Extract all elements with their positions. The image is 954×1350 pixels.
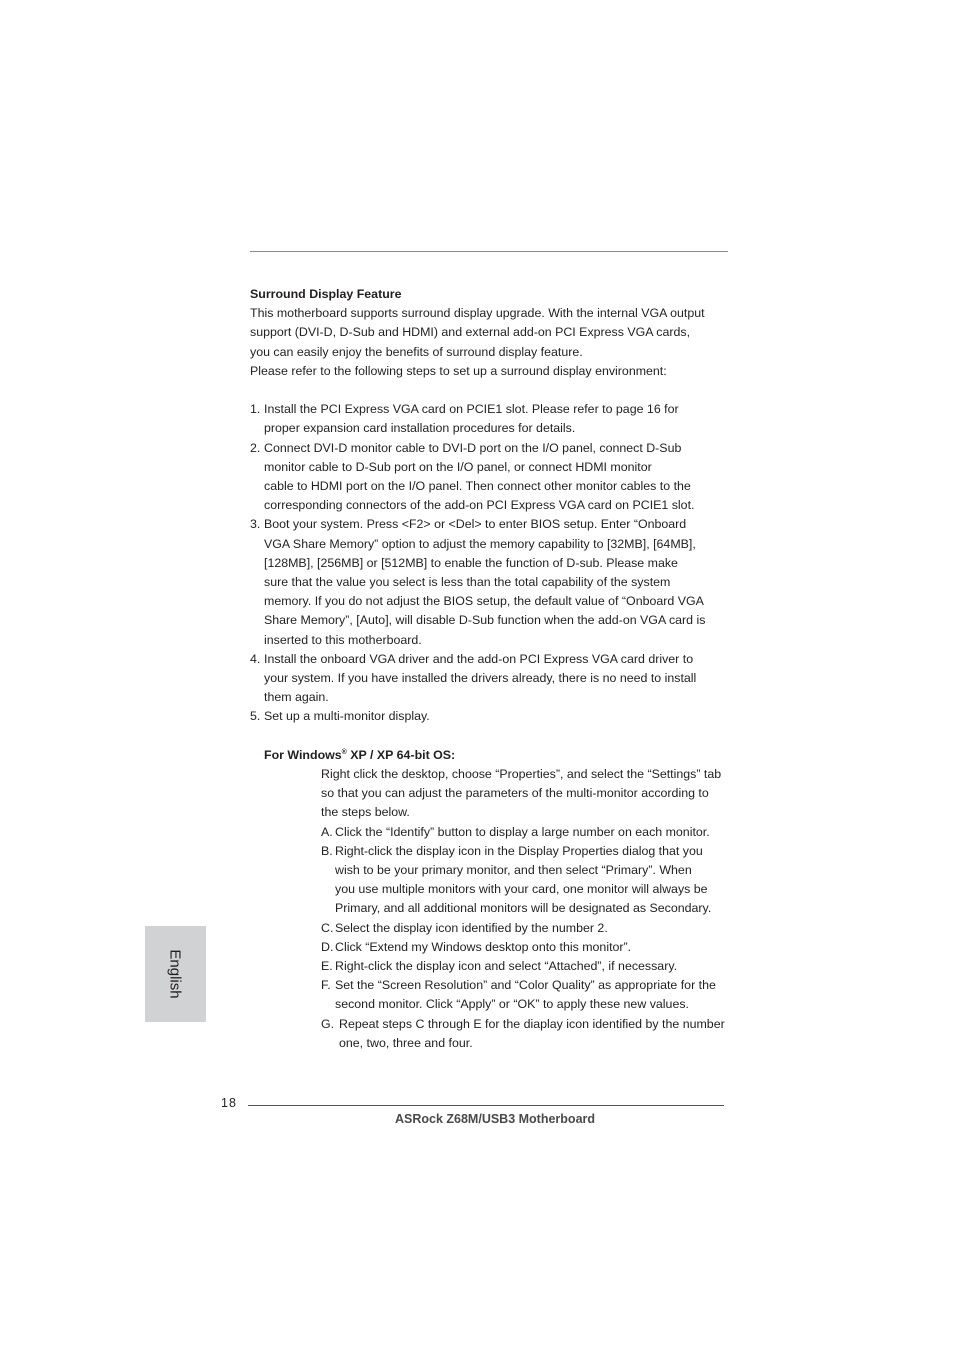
windows-xp-section — [264, 746, 730, 1053]
step-line: VGA Share Memory” option to adjust the memory capability to [32MB], [64MB], — [264, 536, 696, 551]
step-line: Connect DVI-D monitor cable to DVI-D port on the I/O panel, connect D-Sub — [264, 440, 682, 455]
step-line: [128MB], [256MB] or [512MB] to enable the function of D-sub. Please make — [264, 555, 678, 570]
step-4 — [250, 650, 730, 708]
step-line: Install the PCI Express VGA card on PCIE1 slot. Please refer to page 16 for — [264, 402, 679, 417]
substep-line: Repeat steps C through E for the diaplay icon identified by the number — [339, 1016, 725, 1031]
substep-letter: B. — [321, 843, 333, 858]
substep-line: one, two, three and four. — [339, 1035, 473, 1050]
intro-line: you can easily enjoy the benefits of surround display feature. — [250, 344, 583, 359]
step-line: proper expansion card installation procedures for details. — [264, 421, 576, 436]
step-line: corresponding connectors of the add-on PCI Express VGA card on PCIE1 slot. — [264, 498, 695, 513]
intro-line: This motherboard supports surround display upgrade. With the internal VGA output — [250, 306, 705, 321]
setup-steps-list — [250, 400, 730, 726]
substep-a — [321, 823, 730, 842]
step-line: them again. — [264, 690, 329, 705]
substep-letter: F. — [321, 978, 331, 993]
substep-f — [321, 976, 730, 1014]
intro-line: Please refer to the following steps to set up a surround display environment: — [250, 363, 667, 378]
substep-line: wish to be your primary monitor, and then select “Primary”. When — [335, 863, 692, 878]
os-title-prefix: For Windows — [264, 747, 342, 762]
step-line: inserted to this motherboard. — [264, 632, 422, 647]
footer-divider — [248, 1105, 724, 1106]
language-side-tab — [145, 926, 206, 1022]
substep-d — [321, 938, 730, 957]
substep-line: Right-click the display icon and select “Attached”, if necessary. — [335, 959, 678, 974]
header-divider — [250, 251, 728, 252]
substep-letter: C. — [321, 920, 334, 935]
step-number: 3. — [250, 517, 261, 532]
step-number: 1. — [250, 402, 261, 417]
windows-xp-body — [321, 765, 730, 1053]
windows-xp-title — [264, 746, 730, 765]
step-number: 4. — [250, 651, 261, 666]
step-line: Boot your system. Press <F2> or <Del> to enter BIOS setup. Enter “Onboard — [264, 517, 687, 532]
step-1 — [250, 400, 730, 438]
page-content — [250, 285, 730, 1053]
substep-line: Right-click the display icon in the Display Properties dialog that you — [335, 843, 703, 858]
step-line: Install the onboard VGA driver and the add-on PCI Express VGA card driver to — [264, 651, 694, 666]
substep-line: Click “Extend my Windows desktop onto this monitor”. — [335, 939, 632, 954]
step-line: cable to HDMI port on the I/O panel. Then connect other monitor cables to the — [264, 479, 691, 494]
language-label: English — [166, 949, 184, 999]
substep-letter: G. — [321, 1016, 335, 1031]
step-number: 2. — [250, 440, 261, 455]
substep-c — [321, 919, 730, 938]
step-line: memory. If you do not adjust the BIOS setup, the default value of “Onboard VGA — [264, 594, 704, 609]
substep-line: Select the display icon identified by the number 2. — [335, 920, 608, 935]
step-2 — [250, 439, 730, 516]
step-line: sure that the value you select is less than the total capability of the system — [264, 575, 671, 590]
substep-line: Set the “Screen Resolution” and “Color Quality” as appropriate for the — [335, 978, 716, 993]
os-intro-line: so that you can adjust the parameters of the multi-monitor according to — [321, 786, 709, 801]
substep-line: second monitor. Click “Apply” or “OK” to apply these new values. — [335, 997, 689, 1012]
substep-e — [321, 957, 730, 976]
substep-line: you use multiple monitors with your card, one monitor will always be — [335, 882, 708, 897]
step-number: 5. — [250, 709, 261, 724]
os-title-suffix: XP / XP 64-bit OS: — [346, 747, 456, 762]
page-number: 18 — [221, 1096, 237, 1110]
step-line: your system. If you have installed the drivers already, there is no need to install — [264, 671, 697, 686]
os-intro-line: the steps below. — [321, 805, 410, 820]
substep-letter: E. — [321, 959, 333, 974]
step-line: monitor cable to D-Sub port on the I/O panel, or connect HDMI monitor — [264, 459, 652, 474]
substep-letter: A. — [321, 824, 333, 839]
step-line: Set up a multi-monitor display. — [264, 709, 430, 724]
substep-line: Click the “Identify” button to display a large number on each monitor. — [335, 824, 710, 839]
step-line: Share Memory”, [Auto], will disable D-Sub function when the add-on VGA card is — [264, 613, 706, 628]
substep-line: Primary, and all additional monitors will be designated as Secondary. — [335, 901, 712, 916]
spacer — [250, 727, 730, 746]
section-title: Surround Display Feature — [250, 287, 402, 301]
os-intro-line: Right click the desktop, choose “Properties”, and select the “Settings” tab — [321, 767, 722, 782]
substep-b — [321, 842, 730, 919]
step-3 — [250, 515, 730, 649]
registered-mark: ® — [341, 748, 347, 756]
intro-line: support (DVI-D, D-Sub and HDMI) and external add-on PCI Express VGA cards, — [250, 325, 691, 340]
footer-title: ASRock Z68M/USB3 Motherboard — [394, 1112, 596, 1126]
step-5 — [250, 707, 730, 726]
spacer — [250, 381, 730, 400]
substep-letter: D. — [321, 939, 334, 954]
substep-g — [321, 1015, 730, 1053]
